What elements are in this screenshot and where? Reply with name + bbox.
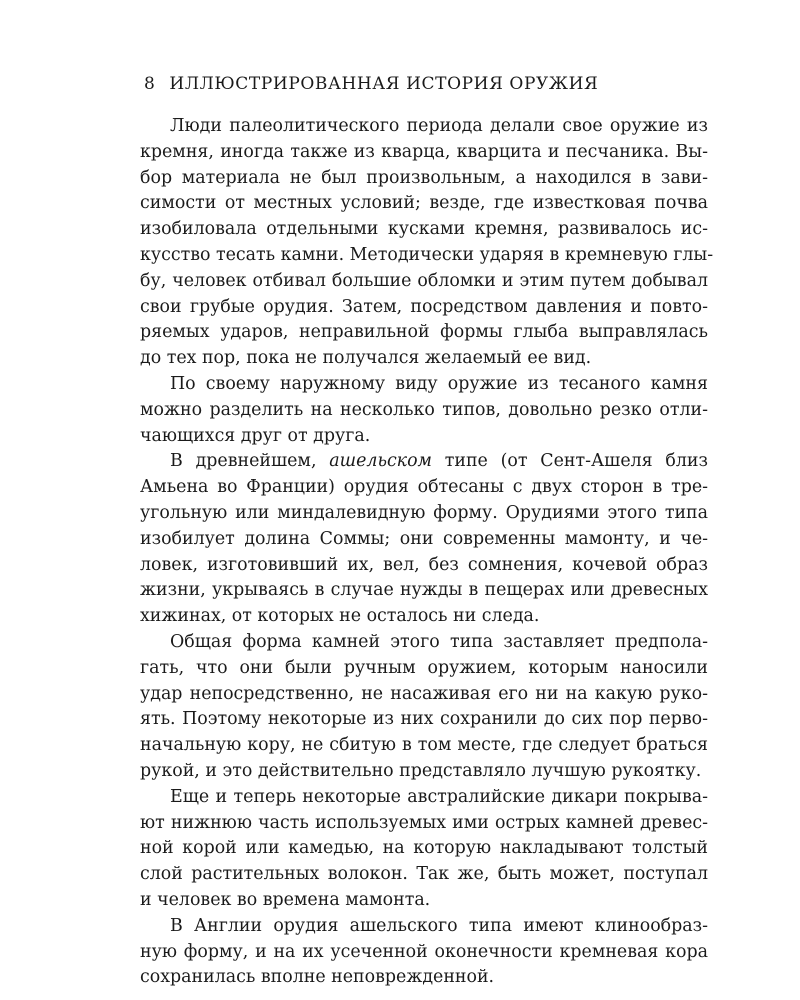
running-header — [144, 74, 704, 94]
text-line: бор материала не был произвольным, а находился в зави- — [140, 167, 708, 188]
text-line: и человек во времена мамонта. — [140, 889, 431, 910]
text-line: угольную или миндалевидную форму. Орудиями этого типа — [140, 502, 708, 523]
book-title: ИЛЛЮСТРИРОВАННАЯ ИСТОРИЯ ОРУЖИЯ — [169, 74, 599, 94]
paragraph — [140, 449, 708, 630]
text-line: кусство тесать камни. Методически ударяя в кремневую глы- — [140, 244, 714, 265]
text-line: Амьена во Франции) орудия обтесаны с двух сторон в тре- — [140, 477, 708, 498]
text-line: Общая форма камней этого типа заставляет предпола- — [170, 631, 708, 652]
text-line: ют нижнюю часть используемых ими острых камней древес- — [140, 812, 708, 833]
text-line: начальную кору, не сбитую в том месте, где следует браться — [140, 735, 708, 756]
text-line: Люди палеолитического периода делали свое оружие из — [170, 116, 708, 136]
text-line: чающихся друг от друга. — [140, 425, 371, 446]
page-number: 8 — [144, 74, 156, 94]
paragraph — [140, 114, 714, 372]
text-line: Еще и теперь некоторые австралийские дикари покрыва- — [170, 786, 708, 807]
text-line: симости от местных условий; везде, где известковая почва — [140, 193, 708, 214]
text-line: изобиловала отдельными кусками кремня, развивалось ис- — [140, 219, 708, 240]
text-line: ную форму, и на их усеченной оконечности кремневая кора — [140, 941, 708, 962]
text-line: хижинах, от которых не осталось ни следа. — [140, 606, 540, 627]
text-line: слой растительных волокон. Так же, быть может, поступал — [140, 864, 708, 885]
text-line: ряемых ударов, неправильной формы глыба выправлялась — [140, 322, 708, 343]
text-line: жизни, укрываясь в случае нужды в пещерах или древесных — [140, 580, 708, 601]
text-line: можно разделить на несколько типов, довольно резко отли- — [140, 399, 708, 420]
text-line: В Англии орудия ашельского типа имеют клинообраз- — [170, 915, 708, 936]
text-line: кремня, иногда также из кварца, кварцита и песчаника. Вы- — [140, 141, 708, 162]
text-line: свои грубые орудия. Затем, посредством давления и повто- — [140, 296, 708, 317]
text-line: изобилует долина Соммы; они современны мамонту, и че- — [140, 528, 708, 549]
text-line: ять. Поэтому некоторые из них сохранили до сих пор перво- — [140, 709, 708, 730]
paragraph — [140, 372, 708, 449]
paragraph — [140, 914, 708, 991]
text-line: гать, что они были ручным оружием, которым наносили — [140, 657, 708, 678]
text-line: В древнейшем, ашельском типе (от Сент-Ашеля близ — [170, 451, 708, 472]
paragraph — [140, 785, 708, 914]
text-line: ной корой или камедью, на которую накладывают толстый — [140, 838, 708, 859]
text-line: удар непосредственно, не насаживая его ни на какую руко- — [140, 683, 708, 704]
paragraph — [140, 630, 708, 785]
text-line: до тех пор, пока не получался желаемый ее вид. — [140, 348, 592, 369]
text-line: сохранилась вполне неповрежденной. — [140, 967, 495, 988]
text-line: бу, человек отбивал большие обломки и этим путем добывал — [140, 270, 708, 291]
text-line: По своему наружному виду оружие из тесаного камня — [170, 373, 708, 394]
body-text — [140, 114, 714, 991]
text-line: ловек, изготовивший их, вел, без сомнения, кочевой образ — [140, 554, 708, 575]
text-line: рукой, и это действительно представляло лучшую рукоятку. — [140, 760, 702, 781]
emphasized-term: ашельском — [329, 451, 432, 472]
